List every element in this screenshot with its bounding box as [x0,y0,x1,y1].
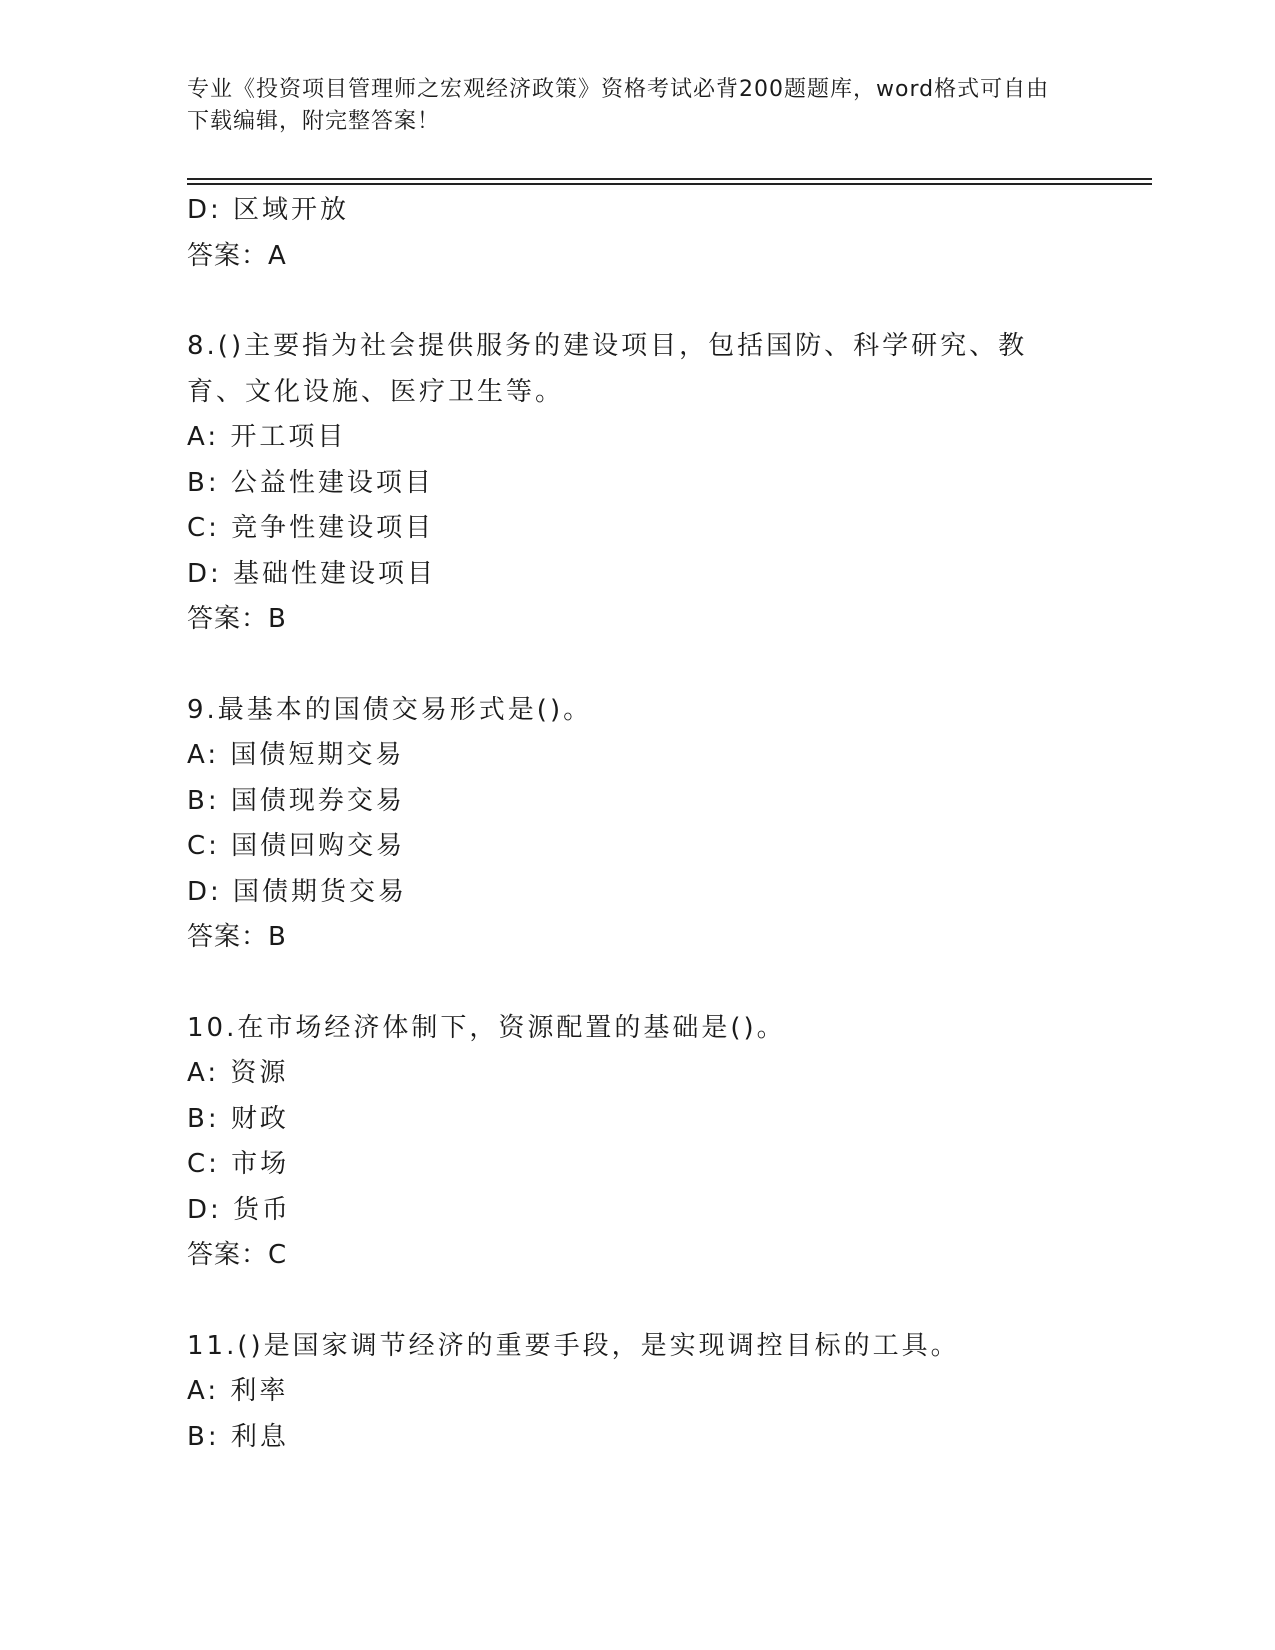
option-a: A: 国债短期交易 [187,740,405,770]
option-b: B: 利息 [187,1421,289,1452]
option-b: B: 财政 [187,1103,289,1134]
question-9 [187,688,1067,961]
option-b: B: 公益性建设项目 [187,467,434,498]
answer: 答案：A [187,240,287,271]
answer: 答案：B [187,604,287,634]
question-text: 11.()是国家调节经济的重要手段，是实现调控目标的工具。 [187,1330,960,1361]
option-a: A: 利率 [187,1376,289,1406]
option-a: A: 开工项目 [187,422,347,452]
question-10 [187,1006,1067,1279]
page-header [187,74,1067,138]
option-c: C: 国债回购交易 [187,831,406,861]
option-d: D: 货币 [187,1194,292,1225]
question-11 [187,1324,1067,1461]
header-divider-bottom [187,183,1152,185]
option-c: C: 竞争性建设项目 [187,513,435,543]
option-b: B: 国债现券交易 [187,785,405,816]
question-text: 9.最基本的国债交易形式是()。 [187,694,593,725]
answer: 答案：B [187,922,287,952]
option-d: D: 基础性建设项目 [187,558,437,589]
question-text: 10.在市场经济体制下，资源配置的基础是()。 [187,1012,786,1043]
option-d: D: 区域开放 [187,195,350,225]
question-text: 8.()主要指为社会提供服务的建设项目，包括国防、科学研究、教育、文化设施、医疗卫生等。 [187,331,1028,407]
question-fragment [187,188,1067,279]
question-8 [187,324,1067,643]
option-a: A: 资源 [187,1058,289,1088]
option-d: D: 国债期货交易 [187,876,408,907]
option-c: C: 市场 [187,1149,290,1179]
header-divider-top [187,178,1152,180]
question-list [187,188,1067,1460]
document-title: 专业《投资项目管理师之宏观经济政策》资格考试必背200题题库，word格式可自由下载编辑，附完整答案！ [187,77,1050,134]
answer: 答案：C [187,1240,288,1270]
